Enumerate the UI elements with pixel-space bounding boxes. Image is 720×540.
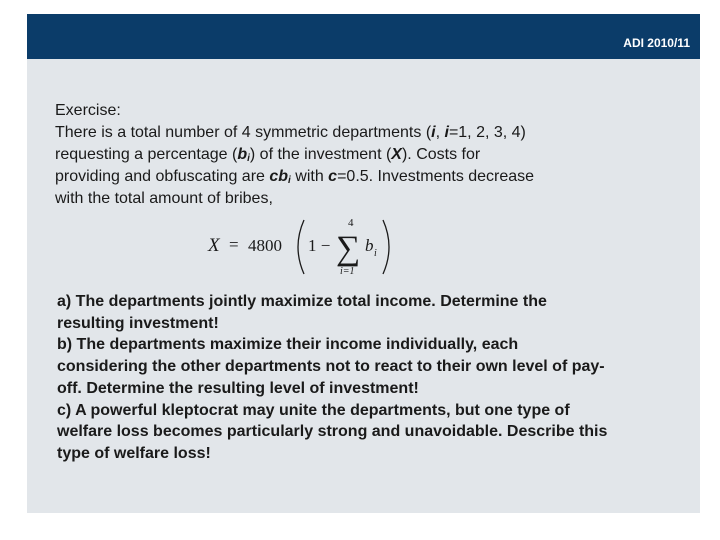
- exercise-intro: [55, 100, 665, 210]
- formula-left-paren: [298, 220, 304, 274]
- question-a-line-2: resulting investment!: [57, 314, 219, 332]
- intro-line-4: with the total amount of bribes,: [55, 190, 273, 207]
- question-a-line-1: a) The departments jointly maximize total income. Determine the: [57, 293, 547, 310]
- formula-term-sub: i: [374, 248, 377, 259]
- formula-lhs: X: [208, 235, 220, 256]
- formula-term: b: [365, 236, 374, 255]
- intro-line-1: There is a total number of 4 symmetric departments (i, i=1, 2, 3, 4): [55, 124, 526, 141]
- question-b-line-2: considering the other departments not to react to their own level of pay-: [57, 358, 605, 376]
- header-bar: [27, 14, 700, 59]
- formula-sum-upper: 4: [348, 217, 354, 229]
- intro-line-3: providing and obfuscating are $cb_i$ with c=0.5. Investments decrease: [55, 168, 535, 186]
- intro-line-2: requesting a percentage $(b_i)$ of the investment (X). Costs for: [55, 146, 481, 164]
- formula-right-paren: [383, 220, 389, 274]
- formula-sum-lower: i=1: [340, 266, 355, 277]
- question-c-line-1: c) A powerful kleptocrat may unite the departments, but one type of: [57, 401, 570, 419]
- question-c-line-3: type of welfare loss!: [57, 444, 211, 462]
- question-b-line-1: b) The departments maximize their income individually, each: [57, 336, 519, 354]
- question-b-line-3: off. Determine the resulting level of investment!: [57, 379, 419, 397]
- question-c-line-2: welfare loss becomes particularly strong and unavoidable. Describe this: [57, 423, 608, 441]
- formula-one-minus: 1 −: [308, 236, 331, 255]
- formula-equals: =: [229, 235, 239, 254]
- exercise-questions: [57, 291, 687, 465]
- formula-coefficient: 4800: [248, 236, 282, 255]
- course-label: ADI 2010/11: [623, 36, 690, 50]
- investment-formula: [200, 212, 400, 282]
- formula-sigma: ∑: [336, 230, 361, 267]
- exercise-title: Exercise:: [55, 102, 121, 119]
